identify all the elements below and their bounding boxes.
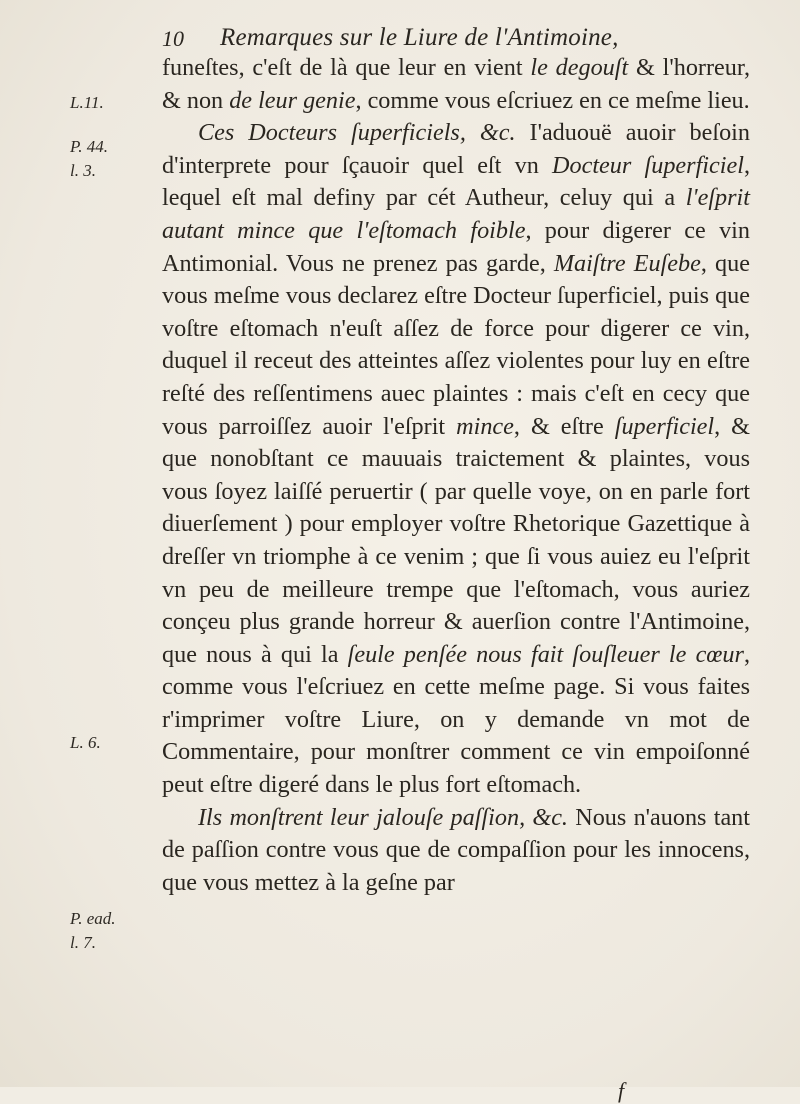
text-run: , lequel eſt mal definy par cét Autheur, celuy qui a bbox=[162, 151, 750, 212]
margin-note: l. 7. bbox=[70, 933, 96, 952]
catchword: f bbox=[618, 1078, 625, 1103]
text-run: , & eſtre bbox=[513, 412, 615, 440]
italic-text: Docteur ſuperficiel bbox=[552, 151, 744, 179]
margin-note: l. 3. bbox=[70, 161, 96, 180]
italic-text: mince bbox=[456, 412, 514, 440]
text-run: I'aduouë auoir beſoin d'interprete pour ſçauoir quel eſt vn bbox=[162, 119, 750, 179]
margin-note: P. ead. bbox=[70, 909, 116, 928]
italic-lemma: Ils monſtrent leur jalouſe paſſion, &c. bbox=[198, 803, 568, 831]
text-run: & l'horreur, & non bbox=[162, 54, 750, 114]
italic-text: le degouſt bbox=[530, 54, 629, 81]
italic-text: l'eſprit autant mince que l'eſtomach foible bbox=[162, 184, 750, 244]
running-head: Remarques sur le Liure de l'Antimoine, bbox=[220, 24, 619, 51]
text-run: , que vous meſme vous declarez eſtre Docteur ſuperficiel, puis que voſtre eſtomach n'euſt aſſez de force pour digerer ce vin, duquel il receut des atteintes aſſez violentes pour luy en eſtre reſté des reſſentimens auec plaintes : mais c'eſt en cecy que vous parroiſſez auoir l'eſprit bbox=[162, 249, 750, 440]
italic-text: de leur genie bbox=[229, 86, 356, 114]
italic-text: ſuperficiel bbox=[614, 412, 715, 440]
body-text bbox=[162, 52, 750, 899]
paragraph-2 bbox=[162, 117, 750, 801]
paragraph-1 bbox=[162, 52, 750, 117]
margin-note: L.11. bbox=[70, 93, 104, 112]
text-run: , comme vous eſcriuez en ce meſme lieu. bbox=[355, 86, 750, 114]
margin-note: P. 44. bbox=[70, 137, 108, 156]
italic-text: ſeule penſée nous fait ſouſleuer le cœur bbox=[347, 640, 744, 668]
text-run: , & que nonobſtant ce mauuais traictement & plaintes, vous vous ſoyez laiſſé peruertir ( par quelle voye, on en parle fort diuerſement ) pour employer voſtre Rhetorique Gazettique à dreſſer vn triomphe à ce venim ; que ſi vous auiez eu l'eſprit vn peu de meilleure trempe que l'eſtomach, vous auriez conçeu plus grande horreur & auerſion contre l'Antimoine, que nous à qui la bbox=[162, 412, 750, 668]
text-run: funeſtes, c'eſt de là que leur en vient bbox=[162, 54, 531, 81]
paragraph-3 bbox=[162, 802, 750, 900]
text-run: , comme vous l'eſcriuez en cette meſme page. Si vous faites r'imprimer voſtre Liure, on y demande vn mot de Commentaire, pour monſtrer comment ce vin empoiſonné peut eſtre digeré dans le plus fort eſtomach. bbox=[162, 640, 750, 799]
margin-note: L. 6. bbox=[70, 733, 101, 752]
text-run: Nous n'auons tant de paſſion contre vous que de compaſſion pour les innocens, que vous mettez à la geſne par bbox=[162, 803, 750, 896]
italic-lemma: Ces Docteurs ſuperficiels, &c. bbox=[198, 119, 516, 147]
page-number: 10 bbox=[162, 26, 184, 51]
italic-text: Maiſtre Euſebe bbox=[553, 249, 701, 277]
text-run: , pour digerer ce vin Antimonial. Vous ne prenez pas garde, bbox=[162, 216, 750, 277]
